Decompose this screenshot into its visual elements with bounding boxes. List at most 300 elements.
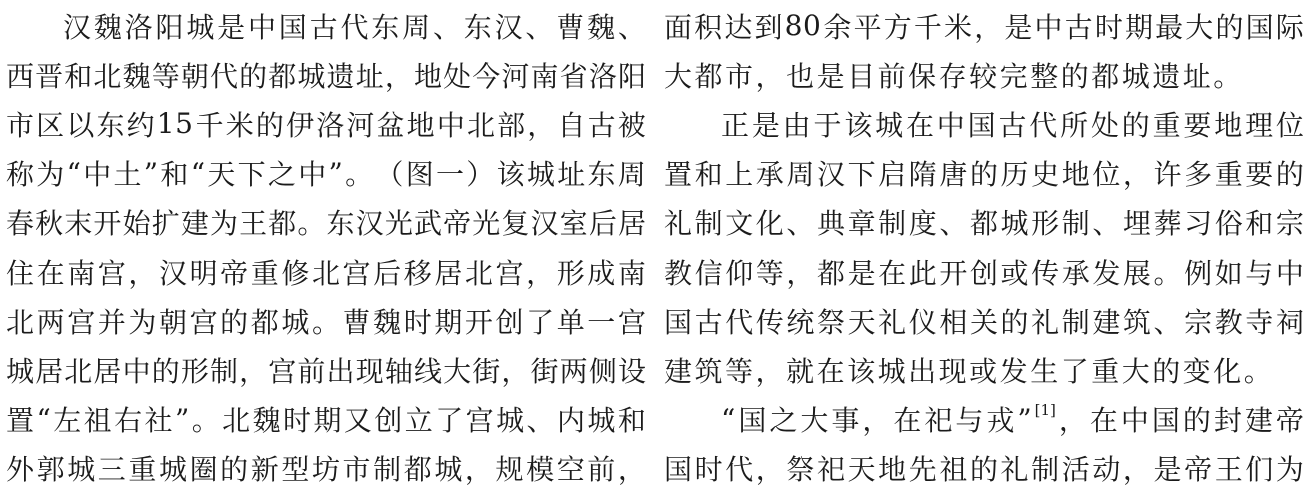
text-character: 是 <box>751 108 780 142</box>
text-character: 都 <box>816 256 845 290</box>
text-character: 大 <box>800 404 829 438</box>
text-character: 城 <box>875 108 904 142</box>
text-character: ， <box>786 256 815 290</box>
text-character: 城 <box>1121 59 1150 93</box>
text-character: 、 <box>1092 207 1121 241</box>
text-character: 光 <box>472 207 501 241</box>
text-character: 伊 <box>286 108 315 142</box>
text-character: 天 <box>207 158 236 192</box>
text-character: 制 <box>1061 207 1090 241</box>
text-character: 为 <box>209 207 238 241</box>
text-character: 室 <box>559 207 588 241</box>
text-character: 建 <box>180 207 209 241</box>
text-character: 史 <box>1031 158 1060 192</box>
text-character: 居 <box>93 354 122 388</box>
left-text-column <box>6 1 646 493</box>
text-character: 目 <box>847 59 876 93</box>
text-character: 代 <box>209 59 238 93</box>
text-character: 古 <box>998 108 1027 142</box>
text-character: 的 <box>1182 404 1211 438</box>
text-character: 创 <box>969 256 998 290</box>
text-character: 称 <box>6 158 35 192</box>
text-character: 坊 <box>311 453 340 487</box>
text-character: 该 <box>496 158 525 192</box>
text-character: 的 <box>1215 10 1244 44</box>
text-character: 洛 <box>588 59 617 93</box>
text-character: 上 <box>725 158 754 192</box>
text-character: 活 <box>1061 453 1090 487</box>
text-character: 周 <box>786 158 815 192</box>
text-character: ” <box>174 402 190 436</box>
text-character: 事 <box>831 404 860 438</box>
text-character: 为 <box>1275 453 1304 487</box>
text-character: 和 <box>64 59 93 93</box>
text-character: ） <box>466 158 495 192</box>
text-character: 光 <box>384 207 413 241</box>
text-character: 戎 <box>986 404 1015 438</box>
text-character: 代 <box>725 305 754 339</box>
text-character: ， <box>527 108 556 142</box>
text-character: 以 <box>66 108 95 142</box>
text-character: “ <box>66 156 81 190</box>
text-character: 两 <box>36 305 65 339</box>
text-character: 在 <box>1089 404 1118 438</box>
text-character: 国 <box>738 404 767 438</box>
text-character: 中 <box>298 158 327 192</box>
text-character: 的 <box>1275 158 1304 192</box>
text-character: 时 <box>1094 10 1123 44</box>
text-character: ， <box>1122 158 1151 192</box>
text-character: 重 <box>250 256 279 290</box>
text-character: ， <box>617 453 646 487</box>
text-character: 典 <box>816 207 845 241</box>
text-character: 仪 <box>908 305 937 339</box>
text-character: 际 <box>1275 10 1304 44</box>
text-character: 两 <box>559 354 588 388</box>
text-character: 规 <box>495 453 524 487</box>
text-character: 宗 <box>1275 207 1304 241</box>
text-character: 也 <box>786 59 815 93</box>
text-character: 武 <box>413 207 442 241</box>
text-character: 国 <box>967 108 996 142</box>
text-character: 地 <box>878 453 907 487</box>
text-character: 隋 <box>908 158 937 192</box>
text-character: 单 <box>556 305 585 339</box>
text-character: 统 <box>786 305 815 339</box>
text-character: 东 <box>326 207 355 241</box>
text-character: 礼 <box>1031 305 1060 339</box>
text-character: 较 <box>969 59 998 93</box>
text-character: 最 <box>1155 10 1184 44</box>
text-character: 要 <box>1183 108 1212 142</box>
text-character: 阳 <box>617 59 646 93</box>
text-line <box>6 99 646 148</box>
text-character: 被 <box>617 108 646 142</box>
text-character: 。 <box>1243 354 1272 388</box>
text-character: 南 <box>530 59 559 93</box>
text-character: 的 <box>151 354 180 388</box>
text-character: ， <box>128 256 157 290</box>
text-character: 由 <box>782 108 811 142</box>
text-character: 建 <box>1092 305 1121 339</box>
text-character: 都 <box>694 59 723 93</box>
text-character: 成 <box>587 256 616 290</box>
text-character: 章 <box>847 207 876 241</box>
text-character: 圈 <box>189 453 218 487</box>
text-character: 地 <box>406 108 435 142</box>
text-character: 为 <box>128 305 157 339</box>
text-character: 大 <box>1185 10 1214 44</box>
text-character: 在 <box>816 354 845 388</box>
text-character: 完 <box>999 59 1028 93</box>
text-line <box>6 345 646 394</box>
text-character: 东 <box>587 158 616 192</box>
text-character: 的 <box>220 305 249 339</box>
text-character: 在 <box>36 256 65 290</box>
text-character: 等 <box>151 59 180 93</box>
text-character: 汉 <box>355 207 384 241</box>
text-character: 空 <box>556 453 585 487</box>
text-character: 自 <box>557 108 586 142</box>
text-character: ， <box>755 354 784 388</box>
text-character: 整 <box>1030 59 1059 93</box>
text-character: 代 <box>340 10 369 44</box>
text-character: 的 <box>239 59 268 93</box>
text-character: 理 <box>1245 108 1274 142</box>
text-character: 。 <box>345 158 374 192</box>
text-character: 先 <box>908 453 937 487</box>
text-character: 南 <box>617 256 646 290</box>
text-character: 制 <box>878 207 907 241</box>
text-character: 位 <box>1092 158 1121 192</box>
text-line <box>6 296 646 345</box>
text-character: 保 <box>908 59 937 93</box>
text-character: 的 <box>220 453 249 487</box>
text-character: 积 <box>694 10 723 44</box>
text-character: 期 <box>1124 10 1153 44</box>
text-character: 出 <box>908 354 937 388</box>
text-character: 移 <box>403 256 432 290</box>
text-character: 。 <box>311 305 340 339</box>
text-character: 信 <box>694 256 723 290</box>
text-character: 大 <box>1121 354 1150 388</box>
text-character: 祖 <box>83 404 112 438</box>
text-character: 汉 <box>63 10 92 44</box>
text-character: 是 <box>847 256 876 290</box>
text-character: 城 <box>6 354 35 388</box>
text-character: ， <box>526 256 555 290</box>
text-character: 中 <box>1275 256 1304 290</box>
text-character: 汉 <box>530 207 559 241</box>
text-character: 到 <box>754 10 783 44</box>
text-character: 魏 <box>93 10 122 44</box>
text-character: 帝 <box>220 256 249 290</box>
text-character: 东 <box>96 108 125 142</box>
text-character: 化 <box>755 207 784 241</box>
text-character: 传 <box>1031 256 1060 290</box>
text-character: 制 <box>373 453 402 487</box>
text-character: 教 <box>664 256 693 290</box>
text-character: 街 <box>472 354 501 388</box>
text-character: 城 <box>877 354 906 388</box>
text-character: 祠 <box>1275 305 1304 339</box>
text-character: 曹 <box>342 305 371 339</box>
text-character: 或 <box>969 354 998 388</box>
text-character: 是 <box>217 10 246 44</box>
text-line <box>6 444 646 493</box>
text-character: 重 <box>1152 108 1181 142</box>
text-character: 市 <box>342 453 371 487</box>
text-character: ， <box>755 453 784 487</box>
text-character: 城 <box>434 453 463 487</box>
text-character: 平 <box>853 10 882 44</box>
text-character: 筑 <box>694 354 723 388</box>
text-character: 立 <box>404 404 433 438</box>
text-character: 洛 <box>316 108 345 142</box>
text-character: 北 <box>311 256 340 290</box>
right-text-column <box>664 1 1304 493</box>
text-character: 汉 <box>158 256 187 290</box>
text-character: 并 <box>97 305 126 339</box>
text-character: 郭 <box>36 453 65 487</box>
text-character: 了 <box>435 404 464 438</box>
text-character: 春 <box>6 207 35 241</box>
text-character: 古 <box>1064 10 1093 44</box>
text-character: 封 <box>1213 404 1242 438</box>
text-character: 中 <box>1120 404 1149 438</box>
text-character: 内 <box>556 404 585 438</box>
text-character: 承 <box>755 158 784 192</box>
text-character: ， <box>464 453 493 487</box>
text-character: 时 <box>694 453 723 487</box>
text-character: 侧 <box>588 354 617 388</box>
text-character: ， <box>1058 404 1087 438</box>
text-character: 国 <box>664 305 693 339</box>
text-character: 祭 <box>816 305 845 339</box>
text-character: 礼 <box>878 305 907 339</box>
text-character: 多 <box>1184 158 1213 192</box>
text-character: 城 <box>496 404 525 438</box>
text-character: 代 <box>725 453 754 487</box>
text-character: 时 <box>403 305 432 339</box>
text-character: 千 <box>913 10 942 44</box>
text-character: 关 <box>969 305 998 339</box>
text-character: 与 <box>955 404 984 438</box>
text-character: 古 <box>694 305 723 339</box>
text-line <box>664 198 1304 247</box>
text-line <box>664 296 1304 345</box>
text-character: 帝 <box>1275 404 1304 438</box>
text-character: 都 <box>250 305 279 339</box>
text-character: 此 <box>908 256 937 290</box>
text-character: ， <box>755 59 784 93</box>
text-character: 代 <box>1029 108 1058 142</box>
text-character: 宫 <box>189 305 218 339</box>
text-character: 和 <box>1245 207 1274 241</box>
text-character: 习 <box>1184 207 1213 241</box>
text-character: 约 <box>126 108 155 142</box>
text-character: 洛 <box>124 10 153 44</box>
text-character: 城 <box>587 404 616 438</box>
text-character: 都 <box>268 207 297 241</box>
text-character: 重 <box>128 453 157 487</box>
text-character: 址 <box>1182 59 1211 93</box>
text-character: 度 <box>908 207 937 241</box>
text-character: 了 <box>1060 354 1089 388</box>
text-character: 位 <box>1275 108 1304 142</box>
text-character: 面 <box>664 10 693 44</box>
text-character: 西 <box>6 59 35 93</box>
text-character: 帝 <box>443 207 472 241</box>
text-character: 遗 <box>326 59 355 93</box>
text-character: 该 <box>847 354 876 388</box>
text-character: 魏 <box>373 305 402 339</box>
text-line <box>664 444 1304 493</box>
text-character: 制 <box>1061 305 1090 339</box>
text-character: 天 <box>847 453 876 487</box>
text-character: 地 <box>1061 158 1090 192</box>
text-character: 、 <box>526 404 555 438</box>
text-character: ” <box>1017 402 1032 436</box>
text-character: 城 <box>297 59 326 93</box>
text-character: 创 <box>374 404 403 438</box>
text-character: 住 <box>6 256 35 290</box>
text-character: 一 <box>587 305 616 339</box>
text-character: 大 <box>443 354 472 388</box>
text-character: 的 <box>1060 59 1089 93</box>
text-character: 制 <box>1031 453 1060 487</box>
text-character: 处 <box>443 59 472 93</box>
text-character: 城 <box>67 453 96 487</box>
text-character: 朝 <box>180 59 209 93</box>
text-character: 们 <box>1245 453 1274 487</box>
text-character: 祀 <box>816 453 845 487</box>
text-character: 轴 <box>384 354 413 388</box>
text-character: ， <box>862 404 891 438</box>
text-character: 城 <box>526 158 555 192</box>
text-character: 开 <box>464 305 493 339</box>
text-character: 都 <box>1091 59 1120 93</box>
text-character: 、 <box>786 207 815 241</box>
text-character: 余 <box>823 10 852 44</box>
text-character: 模 <box>526 453 555 487</box>
text-character: 现 <box>355 354 384 388</box>
text-character: ， <box>384 59 413 93</box>
text-character: 魏 <box>122 59 151 93</box>
text-character: 在 <box>905 108 934 142</box>
text-character: 国 <box>664 453 693 487</box>
text-character: 葬 <box>1153 207 1182 241</box>
text-character: 出 <box>326 354 355 388</box>
text-character: 宫 <box>67 305 96 339</box>
text-character: 形 <box>180 354 209 388</box>
text-character: 北 <box>464 256 493 290</box>
text-character: 盆 <box>376 108 405 142</box>
text-character: 。 <box>191 404 220 438</box>
text-character: 城 <box>1000 207 1029 241</box>
text-character: 周 <box>617 158 646 192</box>
text-character: 复 <box>501 207 530 241</box>
text-character: 仰 <box>725 256 754 290</box>
text-character: 国 <box>1151 404 1180 438</box>
text-character: 居 <box>434 256 463 290</box>
text-character: 中 <box>936 108 965 142</box>
text-character: 地 <box>1214 108 1243 142</box>
text-character: 了 <box>526 305 555 339</box>
text-character: 的 <box>1000 305 1029 339</box>
text-character: 前 <box>297 354 326 388</box>
text-character: 修 <box>281 256 310 290</box>
text-character: ” <box>143 156 159 190</box>
text-character: 米 <box>944 10 973 44</box>
text-line <box>6 247 646 296</box>
text-character: 礼 <box>664 207 693 241</box>
text-character: 宗 <box>1184 305 1213 339</box>
text-character: 之 <box>769 404 798 438</box>
text-character: 都 <box>268 59 297 93</box>
text-character: 新 <box>250 453 279 487</box>
text-character: 正 <box>721 108 750 142</box>
text-character: 市 <box>6 108 35 142</box>
text-character: 东 <box>371 10 400 44</box>
text-character: 就 <box>786 354 815 388</box>
text-character: 前 <box>587 453 616 487</box>
text-character: 古 <box>587 108 616 142</box>
text-character: 扩 <box>151 207 180 241</box>
text-character: 重 <box>1091 354 1120 388</box>
text-character: 形 <box>556 256 585 290</box>
text-character: 周 <box>402 10 431 44</box>
text-character: 宫 <box>465 404 494 438</box>
text-character: 外 <box>6 453 35 487</box>
text-character: 曹 <box>556 10 585 44</box>
text-character: ， <box>1122 453 1151 487</box>
text-character: 阳 <box>155 10 184 44</box>
text-character: 城 <box>158 453 187 487</box>
text-character: 的 <box>969 158 998 192</box>
text-character: 等 <box>725 354 754 388</box>
text-character: 所 <box>1060 108 1089 142</box>
text-character: 居 <box>617 207 646 241</box>
text-character: 国 <box>1245 10 1274 44</box>
text-character: 宫 <box>342 256 371 290</box>
text-character: 时 <box>283 404 312 438</box>
text-character: 前 <box>877 59 906 93</box>
text-character: 型 <box>281 453 310 487</box>
text-character: 祀 <box>924 404 953 438</box>
text-character: 。 <box>1213 59 1242 93</box>
text-character: 北 <box>222 404 251 438</box>
text-character: 期 <box>313 404 342 438</box>
text-character: “ <box>36 402 51 436</box>
text-line <box>664 149 1304 198</box>
text-character: 图 <box>405 158 434 192</box>
text-character: 15 <box>156 107 194 141</box>
text-character: 土 <box>113 158 142 192</box>
text-character: 下 <box>847 158 876 192</box>
text-character: 要 <box>1245 158 1274 192</box>
text-character: 中 <box>83 158 112 192</box>
text-character: 埋 <box>1122 207 1151 241</box>
text-line <box>6 198 646 247</box>
text-character: 是 <box>1153 453 1182 487</box>
text-character: 一 <box>436 158 465 192</box>
text-character: 、 <box>939 207 968 241</box>
text-character: 中 <box>122 354 151 388</box>
text-character: 都 <box>969 207 998 241</box>
text-character: 是 <box>1004 10 1033 44</box>
text-character: 形 <box>1031 207 1060 241</box>
